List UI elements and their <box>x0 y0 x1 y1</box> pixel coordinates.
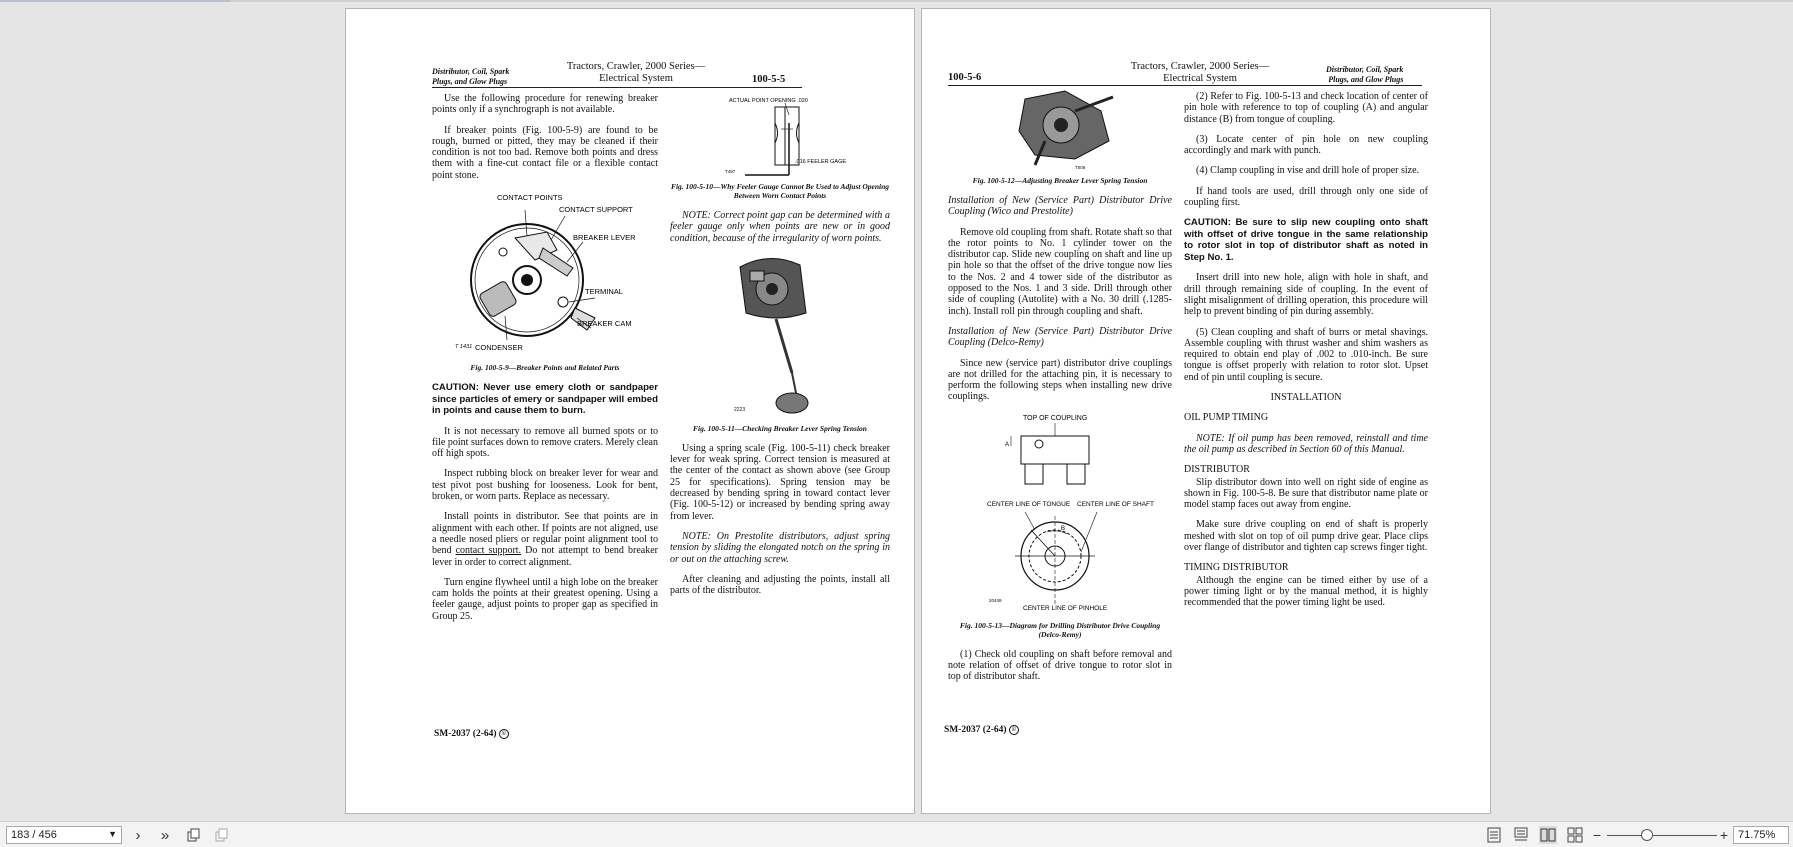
footer-logo-icon: © <box>499 729 509 739</box>
paragraph: After cleaning and adjusting the points, install all parts of the distributor. <box>670 573 890 597</box>
figure-code: T 1431 <box>455 344 473 351</box>
footer-text: SM-2037 (2-64) <box>434 729 497 740</box>
figure-code: T508 <box>1075 165 1086 170</box>
feeler-gauge-diagram <box>685 93 875 179</box>
zoom-level-text: 71.75% <box>1738 829 1776 841</box>
label-center-line-of-shaft: CENTER LINE OF SHAFT <box>1077 500 1154 508</box>
figure-feeler-gauge <box>685 93 875 179</box>
zoom-in-icon[interactable]: + <box>1719 827 1729 843</box>
label-contact-support: CONTACT SUPPORT <box>559 205 633 215</box>
paragraph: Insert drill into new hole, align with hole in shaft, and drill through remaining side of coupling. In the event of slight misalignment of drilling operation, this procedure will help to prevent binding of pin during assembly. <box>1184 272 1428 318</box>
header-line: Plugs, and Glow Plugs <box>432 77 508 86</box>
section-heading: OIL PUMP TIMING <box>1184 412 1269 424</box>
label-actual-point-opening: ACTUAL POINT OPENING .020 <box>729 98 808 104</box>
header-line: Tractors, Crawler, 2000 Series— <box>566 61 706 72</box>
figure-caption: Fig. 100-5-11—Checking Breaker Lever Spring Tension <box>693 423 867 433</box>
figure-code: 2223 <box>734 406 746 413</box>
figure-caption: Fig. 100-5-13—Diagram for Drilling Distributor Drive Coupling (Delco-Remy) <box>959 620 1161 639</box>
header-title <box>536 61 736 85</box>
header-line: Distributor, Coil, Spark <box>1326 65 1404 74</box>
section-heading: INSTALLATION <box>1270 392 1342 404</box>
label-feeler-gage: .016 FEELER GAGE <box>795 159 847 165</box>
header-section-left <box>432 67 509 87</box>
label-condenser: CONDENSER <box>475 343 523 353</box>
next-page-icon[interactable]: › <box>135 826 141 844</box>
note-text: NOTE: Correct point gap can be determined with a feeler gauge only when points are new or in good condition, because of the irregularity of worn points. <box>670 210 890 244</box>
footer <box>944 725 1019 735</box>
drive-coupling-diagram <box>985 412 1154 618</box>
zoom-level-input[interactable] <box>1733 826 1789 844</box>
figure-drive-coupling <box>985 412 1154 618</box>
paragraph: Inspect rubbing block on breaker lever for wear and test pivot post bushing for looseness. Look for bent, broken, or worn parts. Replace as necessary. <box>432 468 658 503</box>
paragraph: (5) Clean coupling and shaft of burrs or metal shavings. Assemble coupling with thrust washer and shim washers as required to obtain end play of .002 to .010-inch. Be sure tongue is offset properly with relation to rotor slot. Upset end of pin until coupling is secure. <box>1184 326 1428 383</box>
section-heading: TIMING DISTRIBUTOR <box>1184 562 1289 574</box>
paragraph: Remove old coupling from shaft. Rotate shaft so that the rotor points to No. 1 cylinder tower on the distributor cap. Slide new coupling on shaft and line up pin hole so that the offset of the drive tongue now lies to the Nos. 2 and 4 tower side of the distributor as opposed to the Nos. 1 and 3 side. Drill through other side of coupling (Autolite) with a No. 30 drill (.1285-inch). Install roll pin through coupling and shaft. <box>948 226 1172 317</box>
note-text: NOTE: On Prestolite distributors, adjust spring tension by sliding the elongated notch on the spring in or out on the attaching screw. <box>670 530 890 565</box>
footer-logo-icon: © <box>1009 725 1019 735</box>
zoom-slider-thumb[interactable] <box>1641 829 1653 841</box>
paragraph: It is not necessary to remove all burned spots or to file point surfaces down to remove craters. Merely clean off high spots. <box>432 425 658 460</box>
text-run: Install points in distributor. See that points are in alignment with each other. If points are not aligned, use a needle nosed pliers or regular point alignment tool to bend <box>432 511 658 557</box>
figure-caption: Fig. 100-5-10—Why Feeler Gauge Cannot Be Used to Adjust Opening Between Worn Contact Points <box>670 182 890 200</box>
figure-breaker-points <box>455 190 635 360</box>
label-center-line-of-tongue: CENTER LINE OF TONGUE <box>987 500 1071 508</box>
section-heading: Installation of New (Service Part) Distributor Drive Coupling (Wico and Prestolite) <box>948 195 1172 218</box>
label-breaker-cam: BREAKER CAM <box>577 319 632 329</box>
page-number: 100-5-5 <box>752 74 786 85</box>
continuous-view-icon[interactable] <box>1512 826 1530 844</box>
title-strip-tab <box>0 0 230 2</box>
page-indicator-text: 183 / 456 <box>11 829 57 841</box>
header-line: Tractors, Crawler, 2000 Series— <box>1130 61 1270 72</box>
right-column-2 <box>1184 91 1428 618</box>
paragraph: Turn engine flywheel until a high lobe on the breaker cam holds the points at their greatest opening. Using a feeler gauge, adjust points to proper gap as specified in Group 25. <box>432 576 658 622</box>
note-text: NOTE: If oil pump has been removed, reinstall and time the oil pump as described in Section 60 of this Manual. <box>1184 432 1428 455</box>
left-column-1 <box>432 93 658 631</box>
left-column-2 <box>670 93 890 605</box>
header-line: Electrical System <box>1163 73 1237 84</box>
paragraph: (3) Locate center of pin hole on new coupling accordingly and mark with punch. <box>1184 133 1428 157</box>
right-column-1 <box>948 91 1172 692</box>
label-breaker-lever: BREAKER LEVER <box>573 233 636 243</box>
single-page-view-icon[interactable] <box>1485 826 1503 844</box>
header-line: Plugs, and Glow Plugs <box>1328 75 1404 84</box>
label-contact-points: CONTACT POINTS <box>497 193 563 203</box>
document-page-right <box>921 8 1491 814</box>
paragraph: If breaker points (Fig. 100-5-9) are found to be rough, burned or pitted, they may be cleaned if their condition is not too bad. Remove both points and dress them with a fine-cut contact file or a flexible contact point stone. <box>432 124 658 181</box>
paragraph: Make sure drive coupling on end of shaft is properly meshed with slot on top of oil pump drive gear. Place clips over flange of distributor and tighten cap screws finger tight. <box>1184 519 1428 554</box>
figure-caption: Fig. 100-5-9—Breaker Points and Related Parts <box>470 363 620 373</box>
paragraph: (4) Clamp coupling in vise and drill hole of proper size. <box>1196 165 1420 177</box>
chevron-down-icon[interactable]: ▼ <box>108 829 117 839</box>
figure-adjusting-spring <box>1005 91 1115 173</box>
paragraph: Slip distributor down into well on right side of engine as shown in Fig. 100-5-8. Be sure that distributor name plate or model stamp faces out away from engine. <box>1184 476 1428 511</box>
adjusting-spring-photo <box>1005 91 1115 173</box>
last-page-icon[interactable]: » <box>160 826 170 844</box>
label-top-of-coupling: TOP OF COUPLING <box>1023 414 1088 422</box>
figure-spring-tension-check <box>720 253 840 421</box>
header-rule <box>432 87 802 88</box>
text-run: Do not attempt to bend breaker lever in order to correct alignment. <box>432 545 658 568</box>
figure-code: 20449 <box>989 597 1002 603</box>
paragraph: Although the engine can be timed either by use of a power timing light or by the manual method, it is highly recommended that the power timing light be used. <box>1184 574 1428 609</box>
two-page-view-icon[interactable] <box>1539 826 1557 844</box>
paragraph: Use the following procedure for renewing breaker points only if a synchrograph is not available. <box>432 93 658 116</box>
document-page-left <box>345 8 915 814</box>
figure-caption: Fig. 100-5-12—Adjusting Breaker Lever Spring Tension <box>972 176 1148 185</box>
paragraph: Since new (service part) distributor drive couplings are not drilled for the attaching pin, it is necessary to perform the following steps when installing new drive couplings. <box>948 357 1172 403</box>
zoom-out-icon[interactable]: − <box>1592 827 1602 843</box>
caution-text: CAUTION: Never use emery cloth or sandpaper since particles of emery or sandpaper will embed in points and cause them to burn. <box>432 382 658 417</box>
header-line: Electrical System <box>599 73 673 84</box>
paragraph <box>432 511 658 567</box>
figure-code: T497 <box>725 169 736 174</box>
rotate-page-icon[interactable] <box>184 826 202 844</box>
title-strip <box>0 0 1793 2</box>
label-a: A <box>1005 441 1010 448</box>
copy-page-icon[interactable] <box>212 826 230 844</box>
two-page-continuous-icon[interactable] <box>1566 826 1584 844</box>
label-terminal: TERMINAL <box>585 287 623 297</box>
caution-text: CAUTION: Be sure to slip new coupling onto shaft with offset of drive tongue in the same relationship to rotor slot in top of distributor shaft as noted in Step No. 1. <box>1184 217 1428 263</box>
page-number: 100-5-6 <box>948 72 982 83</box>
label-b: B <box>1061 525 1066 532</box>
label-center-line-of-pinhole: CENTER LINE OF PINHOLE <box>1023 604 1108 612</box>
header-rule <box>948 85 1422 86</box>
header-title <box>1100 61 1300 85</box>
header-section-right <box>1326 65 1403 85</box>
page-number-input[interactable] <box>6 826 122 844</box>
section-heading: Installation of New (Service Part) Distributor Drive Coupling (Delco-Remy) <box>948 325 1172 349</box>
paragraph: (1) Check old coupling on shaft before removal and note relation of offset of drive tongue to rotor slot in top of distributor shaft. <box>948 648 1172 683</box>
paragraph: (2) Refer to Fig. 100-5-13 and check location of center of pin hole with reference to top of coupling (A) and angular distance (B) from tongue of coupling. <box>1184 91 1428 125</box>
footer-text: SM-2037 (2-64) <box>944 725 1007 736</box>
section-heading: DISTRIBUTOR <box>1184 464 1250 476</box>
spring-tension-photo <box>720 253 840 421</box>
paragraph: Using a spring scale (Fig. 100-5-11) check breaker lever for weak spring. Correct tension is measured at the center of the contact as shown above (see Group 25 for specifications). Spring tension may be decreased by bending spring in toward contact lever (Fig. 100-5-12) or increased by bending spring away from lever. <box>670 442 890 522</box>
underlined-text: contact support. <box>455 545 522 557</box>
paragraph: If hand tools are used, drill through only one side of coupling first. <box>1184 185 1428 209</box>
header-line: Distributor, Coil, Spark <box>432 67 510 76</box>
footer <box>434 729 509 739</box>
viewer-toolbar <box>0 821 1793 847</box>
zoom-slider-track[interactable] <box>1607 835 1717 836</box>
breaker-points-diagram <box>455 190 635 360</box>
